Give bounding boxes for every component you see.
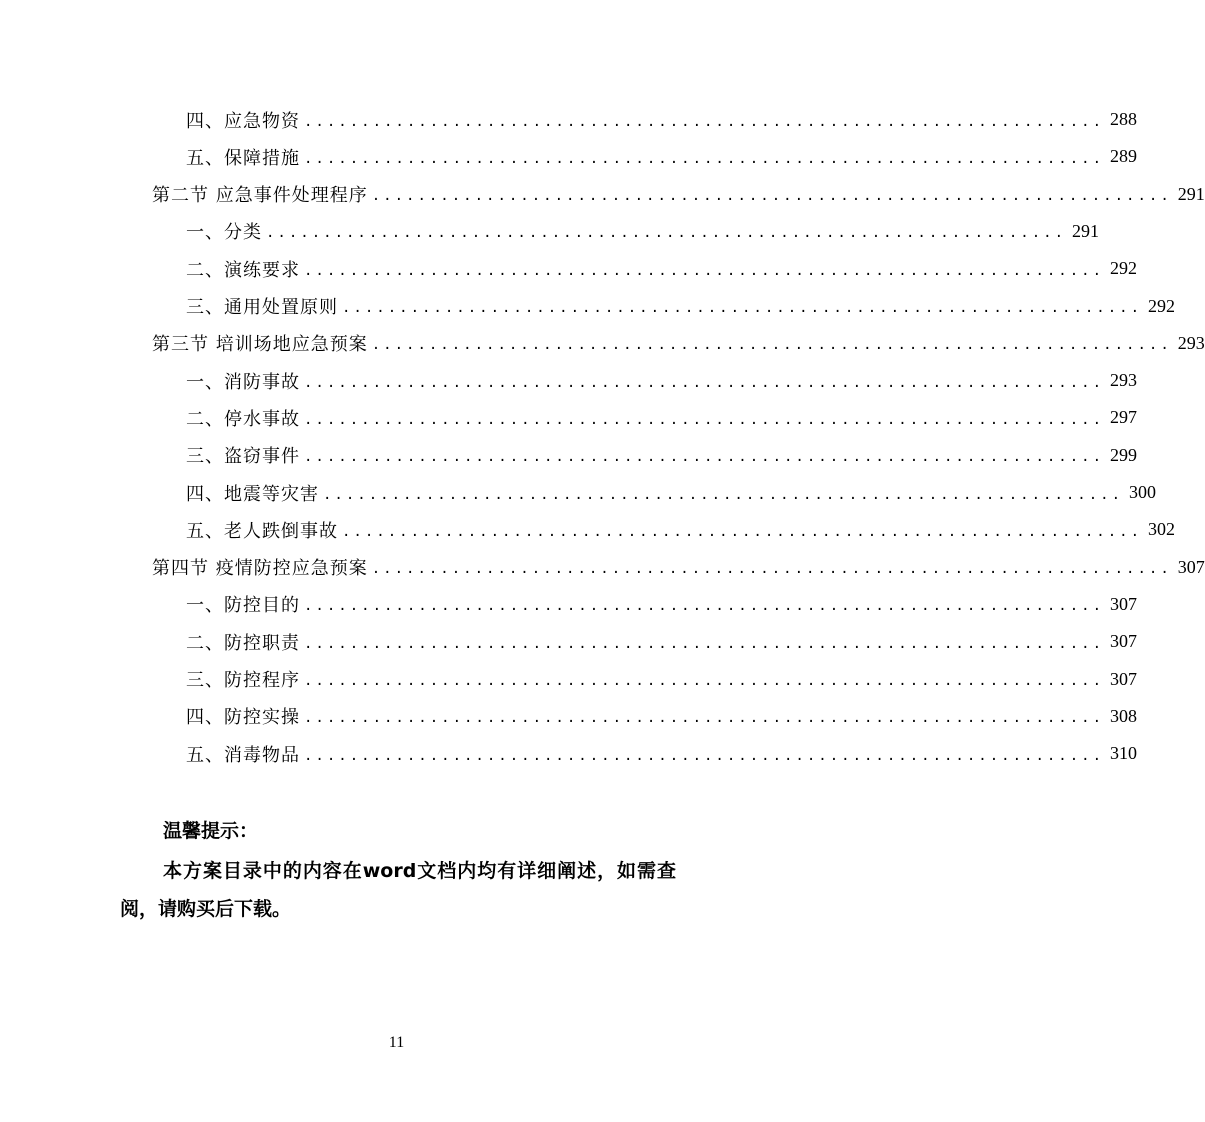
toc-entry-title: 三、防控程序 (186, 670, 300, 691)
toc-entry[interactable] (186, 399, 1138, 436)
toc-leader-dots: ...................................................................... (371, 188, 1172, 205)
tip-title: 温馨提示： (163, 820, 259, 842)
tip-body: 本方案目录中的内容在word文档内均有详细阐述，如需查阅，请购买后下载。 (120, 860, 676, 920)
toc-entry-title: 五、老人跌倒事故 (186, 520, 338, 542)
toc-leader-dots: ...................................................................... (266, 225, 1067, 242)
toc-entry-title: 二、停水事故 (186, 408, 300, 430)
toc-entry-title: 三、盗窃事件 (186, 446, 300, 468)
toc-leader-dots: ...................................................................... (371, 337, 1172, 354)
toc-entry-page: 293 (1177, 332, 1205, 353)
toc-leader-dots: ...................................................................... (342, 523, 1143, 540)
toc-leader-dots: ...................................................................... (304, 673, 1105, 689)
toc-leader-dots: ...................................................................... (304, 150, 1105, 167)
toc-entry-page: 300 (1129, 482, 1157, 502)
toc-entry-title: 四、防控实操 (186, 707, 300, 729)
toc-leader-dots: ...................................................................... (304, 374, 1105, 391)
toc-leader-dots: ...................................................................... (304, 262, 1105, 279)
toc-entry-page: 307 (1110, 631, 1138, 652)
toc-leader-dots: ...................................................................... (304, 598, 1105, 615)
toc-entry[interactable] (186, 250, 1138, 287)
toc-entry-page: 308 (1110, 705, 1138, 726)
toc-entry[interactable] (186, 735, 1138, 772)
toc-section-entry[interactable] (152, 325, 1205, 362)
toc-leader-dots: ...................................................................... (304, 449, 1105, 466)
toc-leader-dots: ...................................................................... (323, 486, 1124, 503)
toc-section-entry[interactable] (152, 176, 1205, 213)
toc-entry[interactable] (186, 586, 1138, 623)
toc-entry-title: 二、防控职责 (186, 632, 300, 654)
toc-entry-page: 289 (1110, 146, 1138, 167)
toc-entry-title: 五、消毒物品 (186, 744, 300, 766)
toc-entry-title: 一、防控目的 (186, 595, 300, 617)
toc-entry-title: 一、消防事故 (186, 371, 300, 393)
toc-entry[interactable] (186, 623, 1138, 660)
toc-entry-page: 291 (1072, 220, 1100, 241)
toc-entry-title: 第二节 应急事件处理程序 (152, 185, 368, 207)
toc-entry[interactable] (186, 288, 1176, 325)
toc-entry[interactable] (186, 511, 1176, 548)
toc-entry[interactable] (186, 474, 1157, 511)
toc-entry-page: 307 (1110, 668, 1138, 689)
toc-entry-page: 293 (1110, 370, 1138, 391)
toc-entry-title: 第四节 疫情防控应急预案 (152, 558, 368, 580)
toc-entry-page: 297 (1110, 407, 1138, 428)
toc-entry-page: 299 (1110, 444, 1138, 465)
toc-entry-page: 310 (1110, 743, 1138, 764)
toc-leader-dots: ...................................................................... (304, 411, 1105, 428)
toc-entry-title: 第三节 培训场地应急预案 (152, 334, 368, 356)
toc-leader-dots: ...................................................................... (304, 113, 1105, 130)
toc-entry[interactable] (186, 213, 1100, 250)
toc-leader-dots: ...................................................................... (304, 635, 1105, 652)
toc-entry-page: 302 (1148, 519, 1176, 540)
toc-entry-page: 292 (1148, 295, 1176, 316)
toc-leader-dots: ...................................................................... (304, 710, 1105, 727)
toc-entry[interactable] (186, 698, 1138, 735)
page-number: 11 (388, 1034, 405, 1051)
toc-entry[interactable] (186, 661, 1138, 698)
toc-entry-page: 307 (1110, 593, 1138, 614)
toc-entry[interactable] (186, 138, 1138, 175)
toc-entry[interactable] (186, 101, 1138, 138)
toc-leader-dots: ...................................................................... (342, 300, 1143, 316)
toc-entry-page: 288 (1110, 109, 1138, 129)
toc-entry-title: 一、分类 (186, 222, 262, 244)
toc-entry[interactable] (186, 437, 1138, 474)
toc-entry-page: 291 (1177, 183, 1205, 204)
toc-entry-title: 四、地震等灾害 (186, 483, 319, 505)
toc-entry-page: 292 (1110, 258, 1138, 279)
toc-section-entry[interactable] (152, 549, 1205, 586)
toc-entry-title: 四、应急物资 (186, 110, 300, 132)
toc-leader-dots: ...................................................................... (304, 747, 1105, 764)
toc-entry-title: 五、保障措施 (186, 147, 300, 169)
toc-leader-dots: ...................................................................... (371, 561, 1172, 578)
toc-entry-title: 二、演练要求 (186, 259, 300, 281)
toc-entry-title: 三、通用处置原则 (186, 297, 338, 318)
toc-entry[interactable] (186, 362, 1138, 399)
toc-entry-page: 307 (1177, 556, 1205, 577)
